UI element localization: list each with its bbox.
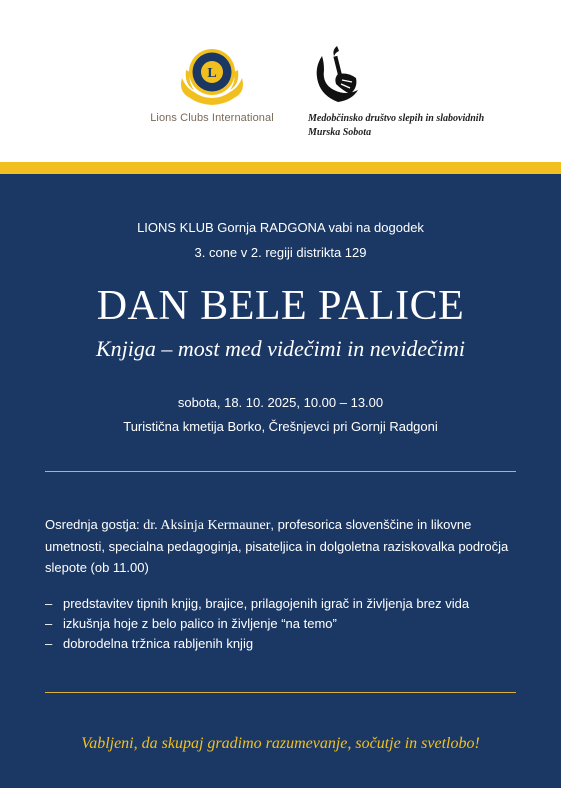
- divider-line: [45, 692, 516, 693]
- society-name-line2: Murska Sobota: [308, 127, 372, 138]
- program-list: [45, 594, 515, 654]
- svg-text:L: L: [207, 66, 217, 81]
- invite-line-2: 3. cone v 2. regiji distrikta 129: [194, 245, 367, 260]
- program-item: [45, 634, 515, 654]
- lions-clubs-name: Lions Clubs International: [150, 112, 274, 124]
- bullet-dash: –: [45, 596, 53, 611]
- event-place: Turistična kmetija Borko, Črešnjevci pri Gornji Radgoni: [123, 419, 438, 434]
- guest-description: , profesorica slovenščine in likovne umetnosti, specialna pedagoginja, pisateljica in dolgoletna raziskovalka področja slepote (ob 11.00): [45, 517, 509, 575]
- invitation-panel: [0, 174, 561, 788]
- event-title: DAN BELE PALICE: [96, 283, 465, 329]
- guest-name: dr. Aksinja Kermauner: [143, 518, 271, 533]
- blind-society-logo: [312, 42, 362, 104]
- program-item: [45, 614, 515, 634]
- program-item: [45, 594, 515, 614]
- society-name-line1: Medobčinsko društvo slepih in slabovidnih: [308, 113, 485, 124]
- closing-message: Vabljeni, da skupaj gradimo razumevanje, sočutje in svetlobo!: [81, 735, 480, 752]
- program-item-text: dobrodelna tržnica rabljenih knjig: [63, 636, 254, 651]
- program-item-text: izkušnja hoje z belo palico in življenje “na temo”: [63, 616, 337, 631]
- header: [0, 0, 561, 162]
- divider-line: [45, 471, 516, 472]
- program-item-text: predstavitev tipnih knjig, brajice, prilagojenih igrač in življenja brez vida: [63, 596, 470, 611]
- gold-divider-bar: [0, 162, 561, 174]
- blind-society-name: [308, 112, 484, 140]
- invite-line-1: LIONS KLUB Gornja RADGONA vabi na dogodek: [137, 220, 424, 235]
- event-subtitle: Knjiga – most med videčimi in nevidečimi: [95, 336, 466, 361]
- bullet-dash: –: [45, 616, 53, 631]
- guest-prefix: Osrednja gostja:: [45, 517, 144, 532]
- lions-clubs-logo: [176, 44, 248, 106]
- guest-paragraph: [45, 514, 515, 578]
- bullet-dash: –: [45, 636, 53, 651]
- event-date: sobota, 18. 10. 2025, 10.00 – 13.00: [177, 395, 384, 410]
